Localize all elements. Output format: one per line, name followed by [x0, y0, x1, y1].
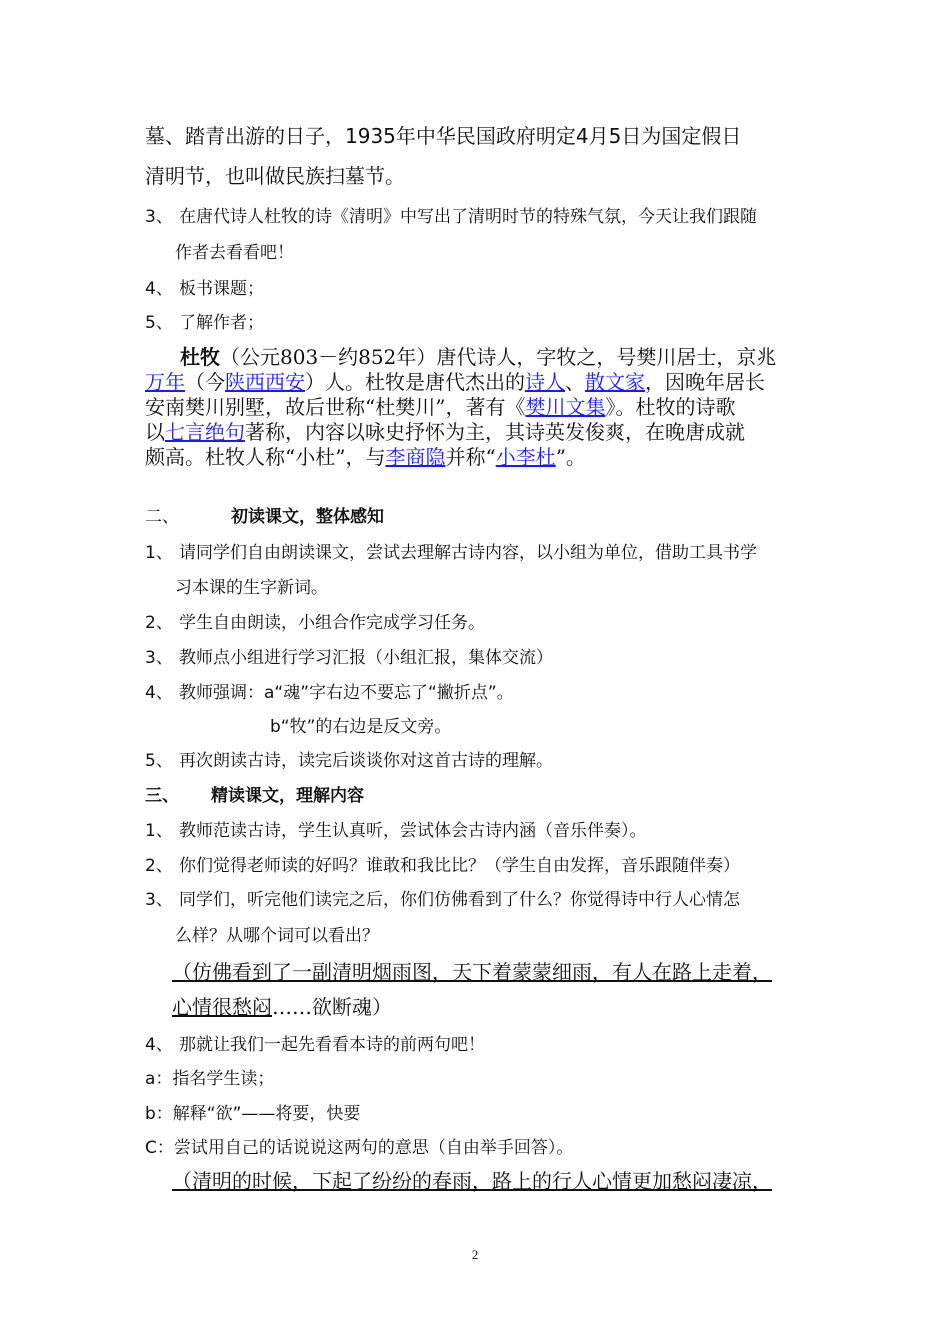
list-text: 教师范读古诗，学生认真听，尝试体会古诗内涵（音乐伴奏）。: [179, 821, 647, 841]
link-qiyan-jueju[interactable]: 七言绝句: [165, 420, 245, 444]
author-text: ”。: [555, 445, 586, 469]
link-li-shangyin[interactable]: 李商隐: [385, 445, 446, 469]
section-title: 初读课文，整体感知: [231, 507, 384, 527]
list-text: 同学们，听完他们读完之后，你们仿佛看到了什么？你觉得诗中行人心情怎: [179, 890, 740, 910]
list-number: 3、: [145, 207, 173, 227]
s3-item-4: [145, 1030, 485, 1055]
s2-item-4: [145, 678, 514, 703]
answer-2-line-1: （清明的时候，下起了纷纷的春雨，路上的行人心情更加愁闷凄凉，: [172, 1169, 772, 1193]
link-fanchuan-wenji[interactable]: 樊川文集: [525, 395, 606, 419]
list-text: 教师点小组进行学习汇报（小组汇报，集体交流）: [179, 648, 553, 668]
intro-line-1: 墓、踏青出游的日子，1935年中华民国政府明定4月5日为国定假日: [145, 124, 742, 148]
list-text: 那就让我们一起先看看本诗的前两句吧！: [179, 1035, 485, 1055]
section-number: 三、: [145, 786, 179, 806]
list-number: 1、: [145, 543, 173, 563]
list-number: 1、: [145, 821, 173, 841]
list-text: 再次朗读古诗，读完后谈谈你对这首古诗的理解。: [179, 751, 553, 771]
list-text: 请同学们自由朗读课文，尝试去理解古诗内容，以小组为单位，借助工具书学: [179, 543, 757, 563]
link-xiao-li-du[interactable]: 小李杜: [495, 445, 556, 469]
list-item-4: [145, 274, 264, 299]
author-text: （今: [185, 370, 225, 394]
section-3-heading: [145, 781, 364, 806]
list-number: 3、: [145, 648, 173, 668]
list-text: 了解作者；: [179, 313, 264, 333]
link-shaanxi-xian[interactable]: 陕西西安: [225, 370, 305, 394]
author-text: 颇高。杜牧人称“小杜”，与: [145, 445, 386, 469]
list-number: 3、: [145, 890, 173, 910]
list-number: 4、: [145, 1035, 173, 1055]
answer-text: ……欲断魂）: [272, 995, 392, 1019]
s2-item-4-cont: b“牧”的右边是反文旁。: [270, 717, 452, 737]
link-poet[interactable]: 诗人: [525, 370, 565, 394]
list-text: 在唐代诗人杜牧的诗《清明》中写出了清明时节的特殊气氛，今天让我们跟随: [179, 207, 757, 227]
author-text: 并称“: [445, 445, 496, 469]
list-item-3: [145, 202, 757, 227]
section-title: 精读课文，理解内容: [211, 786, 364, 806]
author-line-5: [145, 441, 586, 470]
list-number: 5、: [145, 751, 173, 771]
s2-item-1-cont: 习本课的生字新词。: [175, 578, 328, 598]
list-item-3-cont: 作者去看看吧！: [175, 243, 294, 263]
list-text: 学生自由朗读，小组合作完成学习任务。: [179, 613, 485, 633]
list-item-5: [145, 308, 264, 333]
s3-item-3-cont: 么样？从哪个词可以看出？: [175, 926, 379, 946]
s3-item-3: [145, 885, 740, 910]
s2-item-5: [145, 746, 553, 771]
page-number: 2: [471, 1247, 479, 1262]
list-number: 2、: [145, 856, 173, 876]
intro-line-2: 清明节，也叫做民族扫墓节。: [145, 164, 405, 188]
sub-item-c: C：尝试用自己的话说说这两句的意思（自由举手回答）。: [145, 1138, 574, 1158]
list-text: 教师强调：a“魂”字右边不要忘了“撇折点”。: [179, 683, 514, 703]
s2-item-1: [145, 538, 757, 563]
sub-item-a: a：指名学生读；: [145, 1069, 275, 1089]
answer-underlined: 心情很愁闷: [172, 995, 272, 1019]
list-text: 你们觉得老师读的好吗？谁敢和我比比？（学生自由发挥，音乐跟随伴奏）: [179, 856, 740, 876]
sub-item-b: b：解释“欲”——将要，快要: [145, 1104, 361, 1124]
author-text: 以: [145, 420, 165, 444]
s2-item-3: [145, 643, 553, 668]
list-number: 5、: [145, 313, 173, 333]
section-2-heading: [145, 502, 384, 527]
author-name: 杜牧: [180, 345, 220, 369]
s3-item-2: [145, 851, 740, 876]
s2-item-2: [145, 608, 485, 633]
s3-item-1: [145, 816, 647, 841]
list-number: 2、: [145, 613, 173, 633]
author-text: 安南樊川别墅，故后世称“杜樊川”，著有《: [145, 395, 526, 419]
author-text: ）人。杜牧是唐代杰出的: [305, 370, 525, 394]
answer-1-line-1: （仿佛看到了一副清明烟雨图，天下着蒙蒙细雨，有人在路上走着，: [172, 960, 772, 984]
list-number: 4、: [145, 279, 173, 299]
list-text: 板书课题；: [179, 279, 264, 299]
section-number: 二、: [145, 507, 179, 527]
author-text: 、: [565, 370, 585, 394]
answer-1-line-2: [172, 991, 392, 1020]
link-essayist[interactable]: 散文家: [585, 370, 645, 394]
author-text: 》。杜牧的诗歌: [605, 395, 736, 419]
list-number: 4、: [145, 683, 173, 703]
author-text: （公元803－约852年）唐代诗人，字牧之，号樊川居士，京兆: [220, 345, 777, 369]
author-text: 著称，内容以咏史抒怀为主，其诗英发俊爽，在晚唐成就: [245, 420, 745, 444]
link-wannian[interactable]: 万年: [145, 370, 185, 394]
author-text: ，因晚年居长: [645, 370, 765, 394]
